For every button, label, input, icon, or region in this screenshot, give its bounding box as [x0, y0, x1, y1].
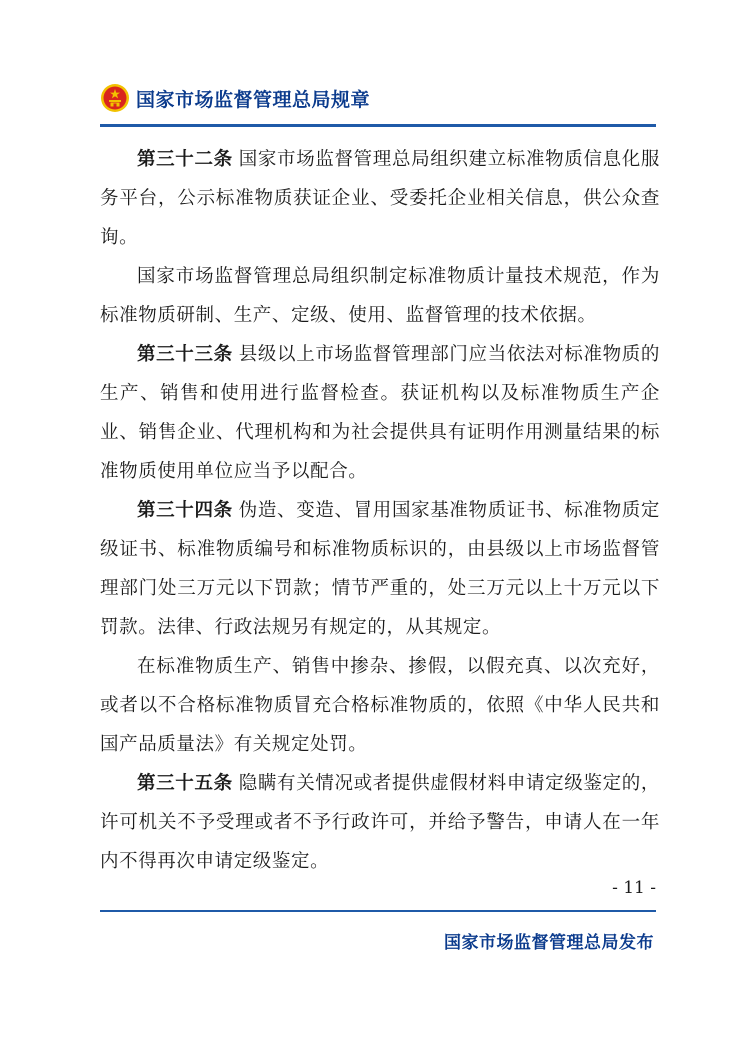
article-number: 第三十四条: [137, 500, 233, 521]
header-divider: [100, 124, 656, 127]
article-number: 第三十二条: [137, 149, 233, 170]
article-number: 第三十五条: [137, 773, 233, 794]
paragraph: [100, 647, 660, 764]
footer-publisher: 国家市场监督管理总局发布: [444, 933, 654, 953]
national-emblem-icon: [100, 83, 130, 113]
paragraph: [100, 764, 660, 881]
paragraph: [100, 257, 660, 335]
paragraph-text: 国家市场监督管理总局组织建立标准物质信息化服务平台，公示标准物质获证企业、受委托企业相关信息，供公众查询。: [100, 149, 660, 248]
footer-divider: [100, 910, 656, 912]
page-header: [100, 80, 370, 116]
page-number: - 11 -: [612, 878, 656, 898]
paragraph-text: 县级以上市场监督管理部门应当依法对标准物质的生产、销售和使用进行监督检查。获证机构以及标准物质生产企业、销售企业、代理机构和为社会提供具有证明作用测量结果的标准物质使用单位应当予以配合。: [100, 344, 660, 482]
paragraph-text: 国家市场监督管理总局组织制定标准物质计量技术规范，作为标准物质研制、生产、定级、使用、监督管理的技术依据。: [100, 266, 660, 326]
paragraph: [100, 140, 660, 257]
article-number: 第三十三条: [137, 344, 233, 365]
header-title: 国家市场监督管理总局规章: [136, 88, 371, 111]
paragraph-text: 隐瞒有关情况或者提供虚假材料申请定级鉴定的，许可机关不予受理或者不予行政许可，并给予警告，申请人在一年内不得再次申请定级鉴定。: [100, 773, 660, 872]
paragraph-text: 在标准物质生产、销售中掺杂、掺假，以假充真、以次充好，或者以不合格标准物质冒充合格标准物质的，依照《中华人民共和国产品质量法》有关规定处罚。: [100, 656, 660, 755]
paragraph: [100, 491, 660, 647]
paragraph-text: 伪造、变造、冒用国家基准物质证书、标准物质定级证书、标准物质编号和标准物质标识的，由县级以上市场监督管理部门处三万元以下罚款；情节严重的，处三万元以上十万元以下罚款。法律、行政法规另有规定的，从其规定。: [100, 500, 660, 638]
document-body: [100, 140, 660, 881]
paragraph: [100, 335, 660, 491]
